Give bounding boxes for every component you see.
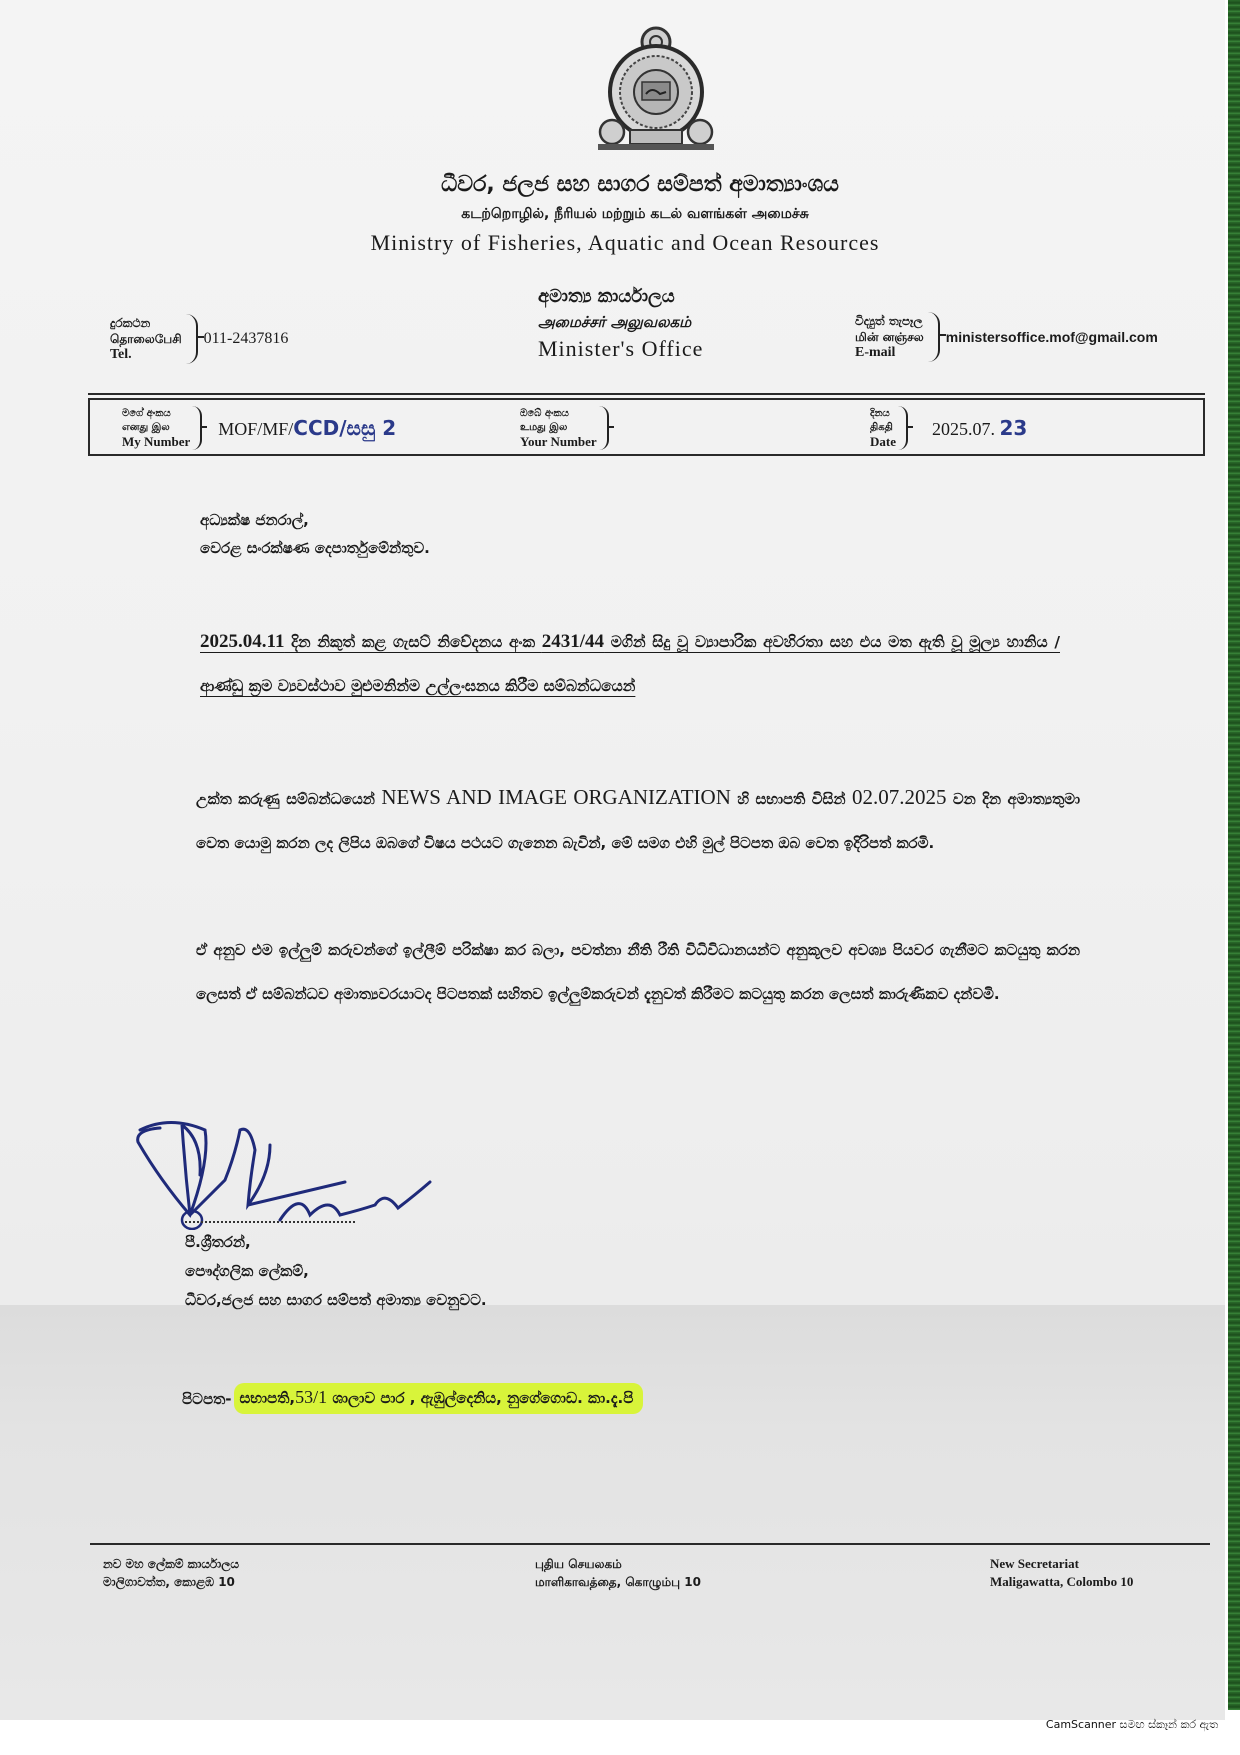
email-label-en: E-mail [855,345,896,360]
my-number-label-si: මගේ අංකය [122,408,171,419]
signature-line [185,1221,355,1223]
my-number-value [218,416,396,440]
signatory-block [185,1228,487,1315]
office-name-tamil: அமைச்சர் அலுவலகம் [538,313,692,331]
footer-address-english [990,1555,1133,1591]
your-number-label-ta: உமது இல [520,422,568,433]
para1-text-a: උක්ත කරුණු සම්බන්ධයෙන් [196,790,382,808]
tel-label-si: දුරකථන [110,316,151,330]
tel-label-ta: தொலைபேசி [110,332,182,346]
tel-label-en: Tel. [110,347,132,362]
telephone-block [110,314,288,364]
brace-icon [192,406,202,450]
signatory-title: පෞද්ගලික ලේකම්, [185,1262,309,1280]
date-label-en: Date [870,434,896,449]
my-number-label-en: My Number [122,434,191,449]
subject-gazette-number: 2431/44 [541,631,605,652]
footer-si-line2: මාලිගාවත්ත, කොළඹ 10 [103,1575,235,1589]
subject-text-2: මගින් සිදු වූ ව්‍යාපාරික අවහිරතා සහ එය මත ඇති වූ මූල්‍ය හානිය / ආණ්ඩු ක්‍රම ව්‍යවස්ථාව මුළුමනින්ම උල්ලංඝනය කිරීම සම්බන්ධයෙන් [200,633,1060,695]
addressee-title: අධ්‍යක්ෂ ජනරාල්, [200,511,309,529]
date-label-ta: திகதி [870,422,893,433]
footer-en-line2: Maligawatta, Colombo 10 [990,1574,1134,1589]
telephone-labels [110,315,182,363]
footer-address-sinhala [103,1555,239,1591]
date-printed: 2025.07. [932,419,995,439]
footer-ta-line1: புதிய செயலகம் [535,1557,622,1571]
date-labels [870,407,896,449]
your-number-label-si: ඔබේ අංකය [520,408,569,419]
para1-text-b: හි සභාපති විසින් [730,790,852,808]
my-number-printed: MOF/MF/ [218,419,294,439]
addressee [200,506,430,562]
copy-recipient-number: 53/1 [295,1387,328,1407]
reference-box [88,398,1205,456]
footer-ta-line2: மாளிகாவத்தை, கொழும்பு 10 [535,1575,701,1589]
signatory-name: පී.ශ්‍රීතරන්, [185,1233,251,1251]
your-number-label-en: Your Number [520,434,597,449]
office-name-sinhala: අමාත්‍ය කාර්යාලය [538,286,675,307]
my-number-field [122,404,396,452]
brace-icon [928,312,940,362]
my-number-label-ta: எனது இல [122,422,170,433]
subject-gazette-date: 2025.04.11 [200,631,285,652]
scan-edge-strip [1228,0,1240,1710]
ministry-name-sinhala: ධීවර, ජලජ සහ සාගර සම්පත් අමාත්‍යාංශය [440,172,840,197]
footer-divider [90,1543,1210,1545]
date-handwritten-day: 23 [999,416,1028,440]
email-label-si: විද්‍යුත් තැපෑල [855,314,923,328]
ministry-name-tamil: கடற்றொழில், நீரியல் மற்றும் கடல் வளங்கள் அமைச்சு [461,206,809,222]
my-number-handwritten: CCD/සසු 2 [293,416,397,440]
copy-recipient-title: සභාපති, [239,1389,296,1407]
email-label-ta: மின் னஞ்சல [855,330,924,344]
email-address: ministersoffice.mof@gmail.com [945,329,1158,345]
footer-en-line1: New Secretariat [990,1556,1079,1571]
addressee-department: වෙරළ සංරක්ෂණ දෙපාර්තුමේන්තුව. [200,539,430,557]
copy-to-line [182,1383,643,1414]
footer-si-line1: නව මහ ලේකම් කාර්යාලය [103,1557,239,1571]
email-labels [855,313,924,361]
subject-text-1: දින නිකුත් කළ ගැසට් නිවේදනය අංක [284,633,542,651]
copy-recipient-address: ශාලාව පාර , ඇඹුල්දෙනිය, නුගේගොඩ. කා.දැ.පි [327,1389,634,1407]
ministry-name-english: Ministry of Fisheries, Aquatic and Ocean Resources [370,230,880,255]
date-field [870,404,1027,452]
letter-date: 02.07.2025 [851,785,947,809]
brace-icon [898,406,908,450]
brace-icon [186,314,198,364]
office-name-english: Minister's Office [538,336,704,361]
email-block [855,312,1158,362]
telephone-number: 011-2437816 [203,330,289,347]
para1-text-c: වන දින අමාත්‍යතුමා වෙත යොමු කරන ලද ලිපිය ඔබගේ විෂය පථයට ගැනෙන බැවින්, මේ සමග එහි මුල් පිටපත ඔබ වෙත ඉදිරිපත් කරමි. [196,790,1081,852]
my-number-labels [122,407,190,449]
organization-name: NEWS AND IMAGE ORGANIZATION [381,785,731,809]
handwritten-signature [130,1120,450,1230]
body-paragraph-2: ඒ අනුව එම ඉල්ලුම් කරුවන්ගේ ඉල්ලීම් පරික්ෂා කර බලා, පවත්නා නීති රීති විධිවිධානයන්ට අනුකූලව අවශ්‍ය පියවර ගැනීමට කටයුතු කරන ලෙසත් ඒ සම්බන්ධව අමාත්‍යවරයාටද පිටපතක් සහිතව ඉල්ලුම්කරුවන් දැනුවත් කිරීමට කටයුතු කරන ලෙසත් කාරුණිකව දන්වමි. [196,941,1080,1003]
footer-address-tamil [535,1555,701,1591]
date-label-si: දිනය [870,408,890,419]
your-number-field [520,404,625,452]
your-number-labels [520,407,597,449]
body-paragraph-1 [196,775,1080,865]
letter-subject [200,620,1060,708]
date-value [932,416,1027,440]
camscanner-watermark: CamScanner සමඟ ස්කෑන් කර ඇත [1045,1718,1218,1731]
page-fold-shadow [0,1305,1225,1720]
sri-lanka-national-emblem-icon [592,22,720,154]
copy-label: පිටපත- [182,1389,232,1408]
brace-icon [599,406,609,450]
copy-recipient-highlighted [234,1383,644,1414]
signatory-on-behalf: ධීවර,ජලජ සහ සාගර සම්පත් අමාත්‍ය වෙනුවට. [185,1291,487,1309]
